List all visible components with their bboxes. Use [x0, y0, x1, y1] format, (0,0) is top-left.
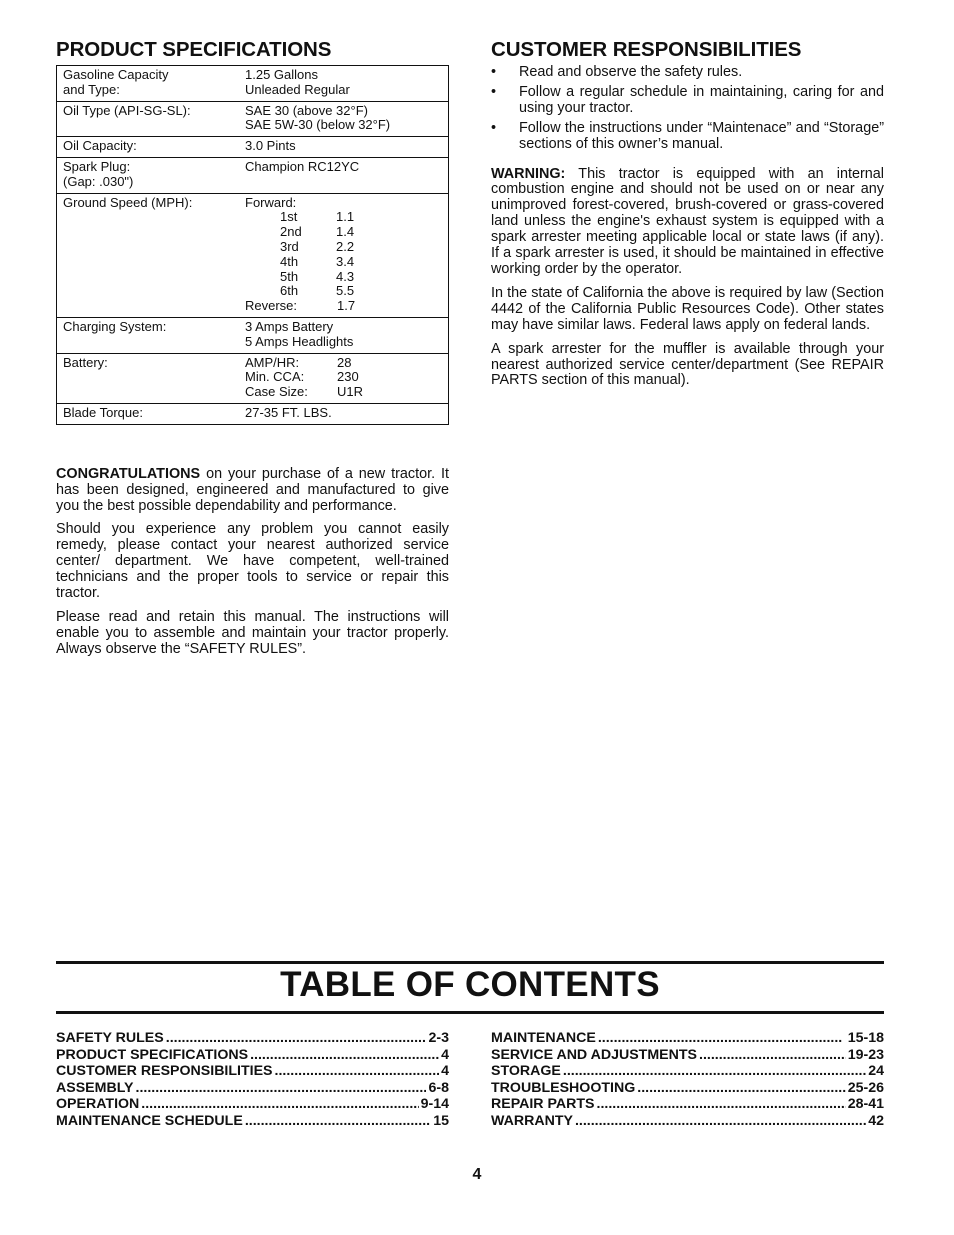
forward-label: Forward:	[245, 194, 297, 210]
california-law-paragraph: In the state of California the above is required by law (Section 4442 of the California Public Resources Code). Other states may have similar laws. Federal laws apply on federal lands.	[491, 284, 884, 333]
specifications-table	[56, 65, 449, 425]
spec-label: Ground Speed (MPH):	[63, 194, 193, 210]
spec-row-gasoline	[57, 66, 449, 102]
spec-value: SAE 5W-30 (below 32°F)	[245, 117, 391, 133]
spec-value: 3 Amps Battery	[245, 318, 334, 334]
toc-entry-maintenance[interactable]: MAINTENANCE ..... 15-18	[491, 1030, 884, 1047]
gear-row: 4th 3.4	[280, 253, 355, 269]
toc-entry-service-and-adjustments[interactable]: SERVICE AND ADJUSTMENTS ..... 19-23	[491, 1047, 884, 1064]
list-item: • Follow the instructions under “Maintenace” and “Storage” sections of this owner’s manual.	[491, 119, 884, 152]
spark-arrester-paragraph: A spark arrester for the muffler is available through your nearest authorized service center/department (See REPAIR PARTS section of this manual).	[491, 340, 884, 389]
spec-row-blade-torque	[57, 403, 449, 424]
spec-value: 27-35 FT. LBS.	[245, 404, 332, 420]
left-column	[56, 38, 449, 666]
toc-title: TABLE OF CONTENTS	[280, 965, 660, 1004]
battery-row: AMP/HR: 28	[245, 354, 352, 370]
page-number: 4	[472, 1166, 482, 1183]
right-column	[491, 38, 884, 397]
spec-row-oil-capacity	[57, 137, 449, 158]
toc-bottom-rule	[56, 1011, 884, 1014]
list-item: • Read and observe the safety rules.	[491, 64, 743, 80]
spec-value: 5 Amps Headlights	[245, 333, 354, 349]
toc-entry-operation[interactable]: OPERATION ..... 9-14	[56, 1096, 449, 1113]
gear-row: 2nd 1.4	[280, 224, 355, 240]
spec-label: (Gap: .030")	[63, 173, 134, 189]
toc-entry-warranty[interactable]: WARRANTY ..... 42	[491, 1113, 884, 1130]
toc-entry-troubleshooting[interactable]: TROUBLESHOOTING ..... 25-26	[491, 1080, 884, 1097]
toc-entry-storage[interactable]: STORAGE ..... 24	[491, 1063, 884, 1080]
spec-value: Champion RC12YC	[245, 158, 360, 174]
toc-entry-repair-parts[interactable]: REPAIR PARTS ..... 28-41	[491, 1096, 884, 1113]
reverse-row: Reverse: 1.7	[245, 298, 356, 314]
problem-paragraph: Should you experience any problem you cannot easily remedy, please contact your nearest authorized service center/ department. We have competent, well-trained technicians and the proper tools to service or repair this tractor.	[56, 521, 449, 602]
list-item: • Follow a regular schedule in maintaining, caring for and using your tractor.	[491, 83, 884, 116]
spec-label: Charging System:	[63, 318, 167, 334]
toc-entry-customer-responsibilities[interactable]: CUSTOMER RESPONSIBILITIES ..... 4	[56, 1063, 449, 1080]
toc-entry-product-specifications[interactable]: PRODUCT SPECIFICATIONS ..... 4	[56, 1047, 449, 1064]
gear-row: 1st 1.1	[280, 209, 355, 225]
toc-entry-safety-rules[interactable]: SAFETY RULES ..... 2-3	[56, 1030, 449, 1047]
spec-row-spark-plug	[57, 157, 449, 193]
spec-label: Oil Type (API-SG-SL):	[63, 102, 191, 118]
spec-label: Oil Capacity:	[63, 138, 137, 154]
spec-label: Battery:	[63, 354, 108, 370]
customer-responsibilities-heading: CUSTOMER RESPONSIBILITIES	[491, 38, 802, 61]
spec-label: Gasoline Capacity	[63, 67, 169, 82]
gear-row: 5th 4.3	[280, 268, 355, 284]
spec-value: Unleaded Regular	[245, 81, 350, 97]
gear-row: 6th 5.5	[280, 283, 355, 299]
product-specifications-heading: PRODUCT SPECIFICATIONS	[56, 38, 332, 61]
battery-row: Case Size: U1R	[245, 384, 364, 400]
toc-left-column	[56, 1030, 449, 1130]
spec-row-ground-speed	[57, 193, 449, 317]
warning-paragraph: WARNING: This tractor is equipped with an internal combustion engine and should not be used on or near any unimproved forest-covered, brush-covered or grass-covered land unless the engine's exhaust system is equipped with a spark arrester meeting applicable local or state laws (if any). If a spark arrester is used, it should be maintained in effective working order by the operator.	[491, 165, 884, 277]
spec-value: 1.25 Gallons	[245, 67, 318, 82]
toc-entry-maintenance-schedule[interactable]: MAINTENANCE SCHEDULE ..... 15	[56, 1113, 449, 1130]
spec-row-battery	[57, 353, 449, 403]
retain-manual-paragraph: Please read and retain this manual. The instructions will enable you to assemble and maintain your tractor properly. Always observe the “SAFETY RULES”.	[56, 608, 449, 657]
congratulations-paragraph: CONGRATULATIONS on your purchase of a new tractor. It has been designed, engineered and manufactured to give you the best possible dependability and performance.	[56, 465, 449, 514]
toc-entry-assembly[interactable]: ASSEMBLY ..... 6-8	[56, 1080, 449, 1097]
responsibilities-list	[491, 65, 884, 153]
toc-top-rule	[56, 961, 884, 964]
spec-label: Blade Torque:	[63, 404, 143, 420]
spec-label: Spark Plug:	[63, 158, 131, 174]
spec-row-oil-type	[57, 101, 449, 137]
gear-row: 3rd 2.2	[280, 238, 355, 254]
spec-value: SAE 30 (above 32°F)	[245, 102, 368, 118]
spec-label: and Type:	[63, 81, 120, 97]
toc-right-column	[491, 1030, 884, 1130]
spec-row-charging	[57, 317, 449, 353]
battery-row: Min. CCA: 230	[245, 369, 359, 385]
spec-value: 3.0 Pints	[245, 138, 296, 154]
